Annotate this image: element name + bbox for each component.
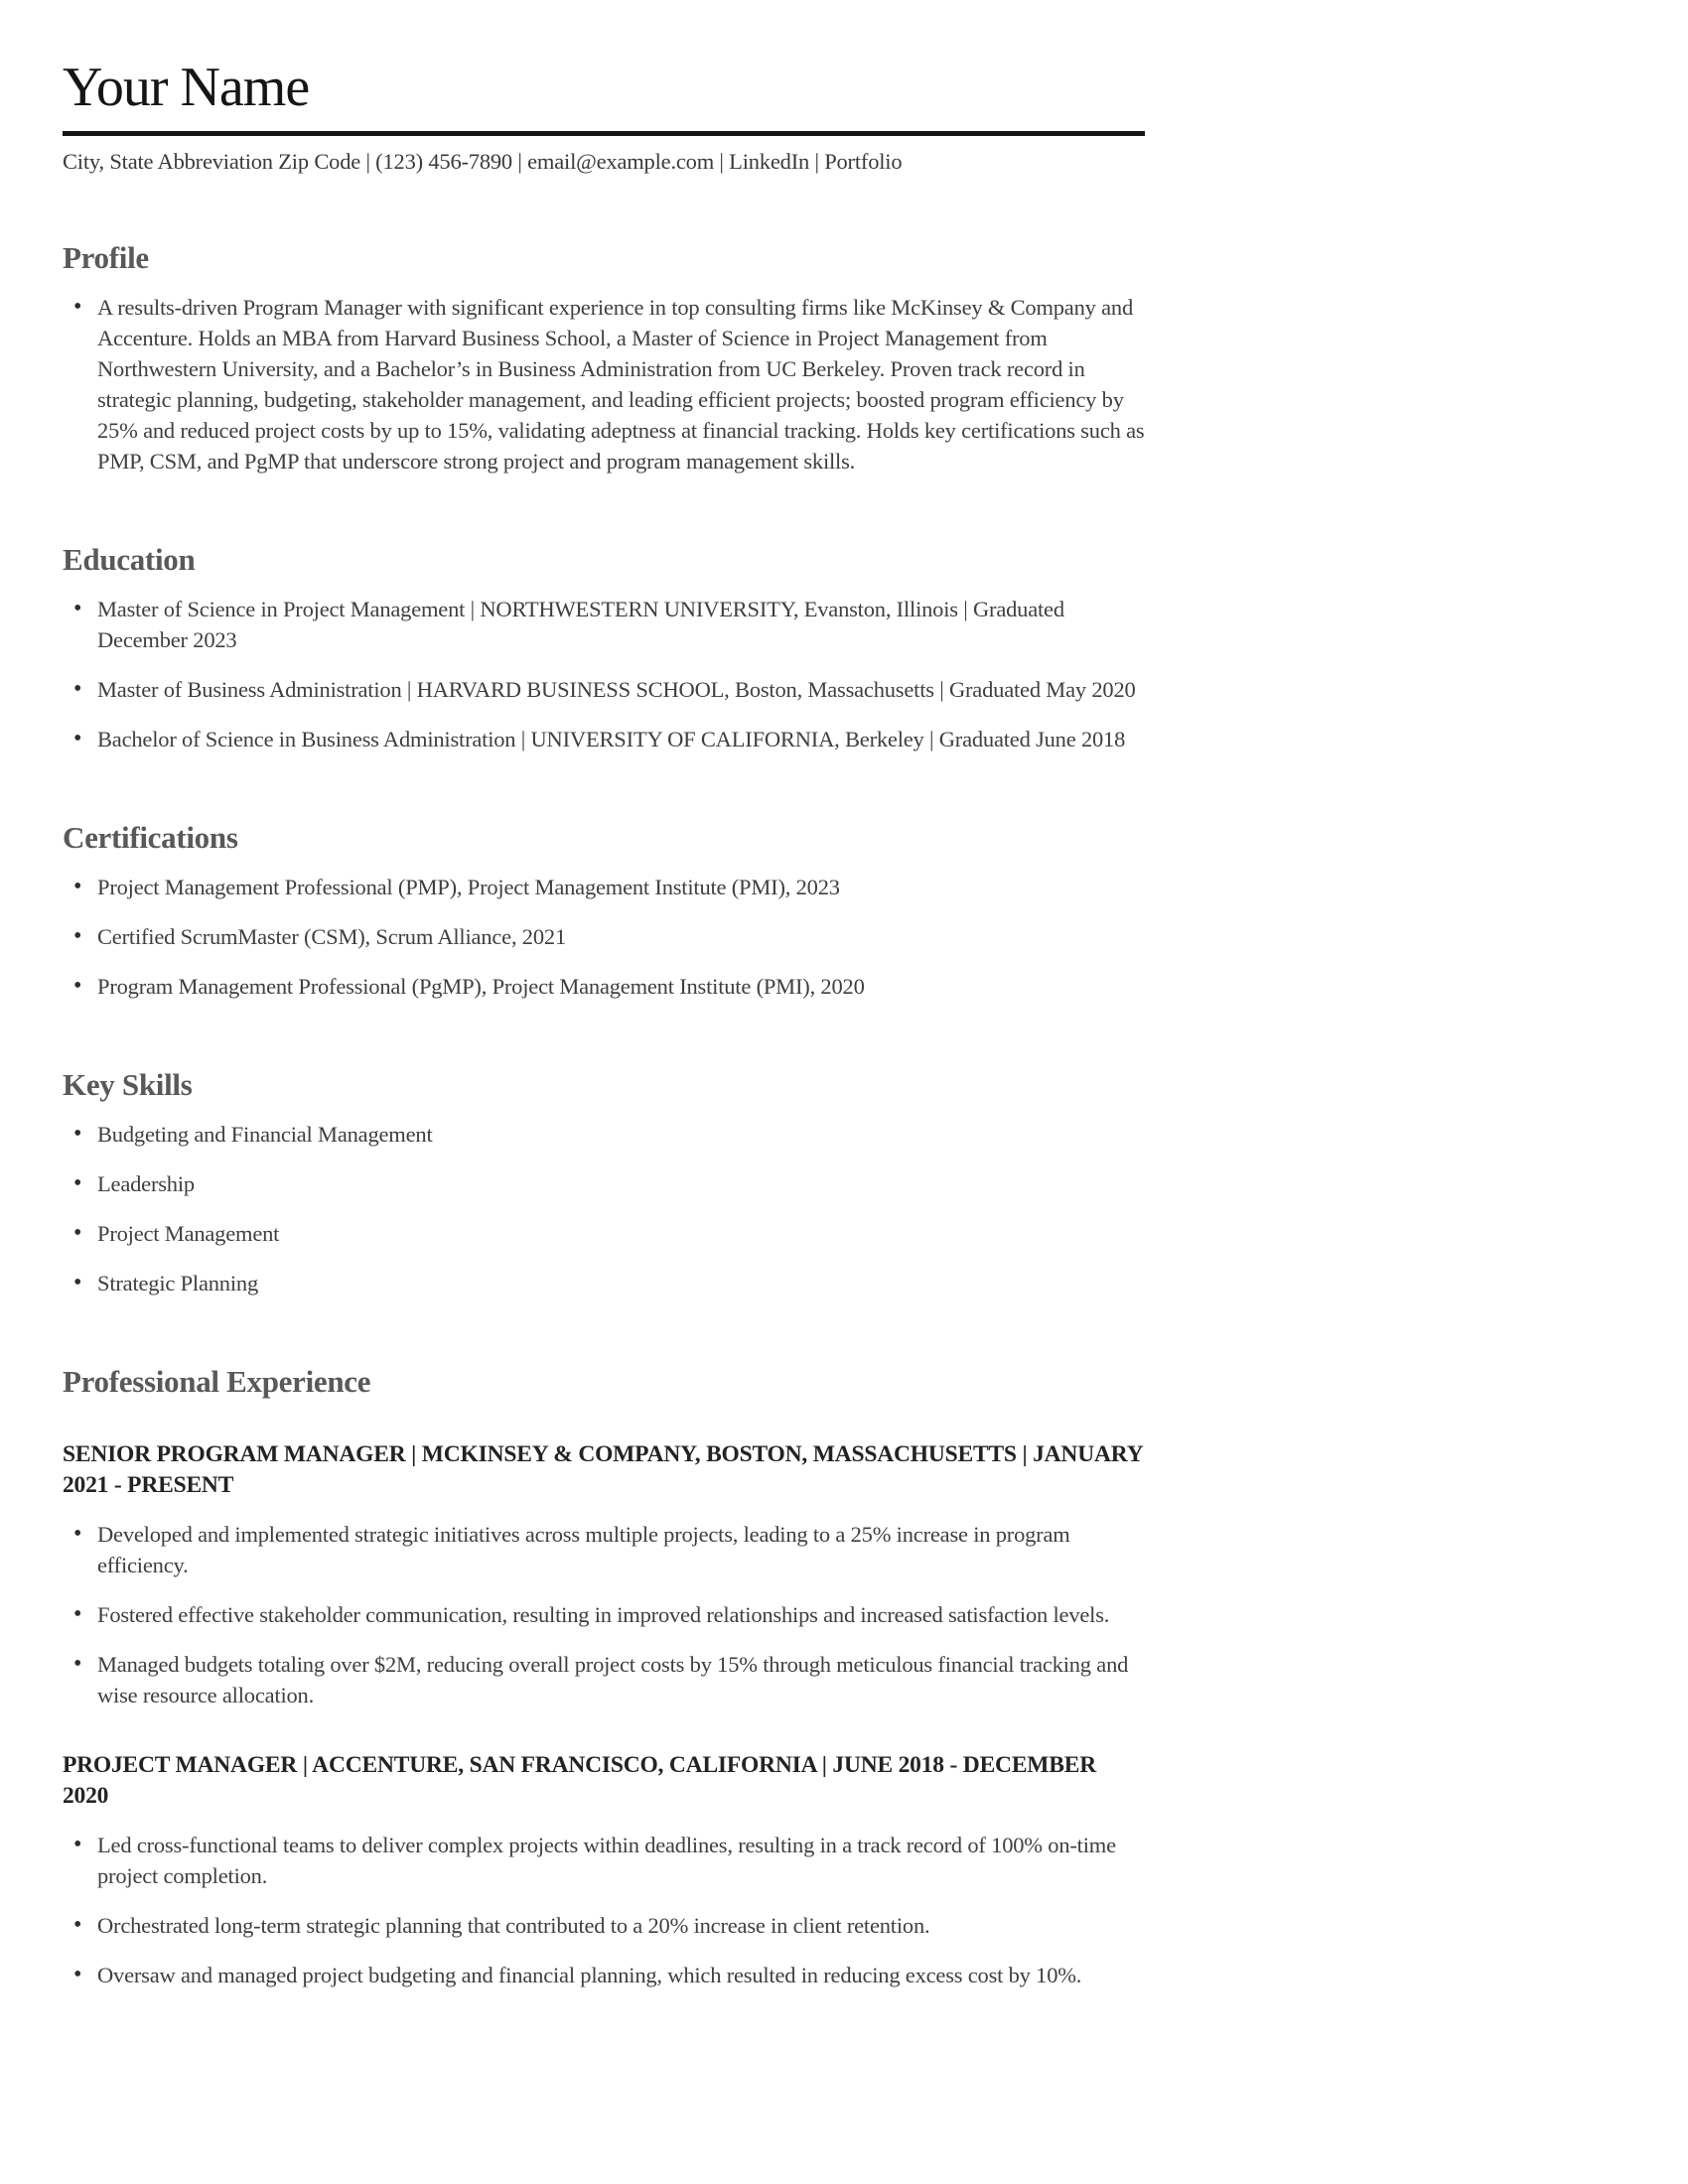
list-item: • Strategic Planning xyxy=(63,1268,1145,1298)
list-item: • Developed and implemented strategic initiatives across multiple projects, leading to a 25% increase in program efficiency. xyxy=(63,1519,1145,1580)
list-item: • Master of Business Administration | HARVARD BUSINESS SCHOOL, Boston, Massachusetts | Graduated May 2020 xyxy=(63,674,1145,705)
job-title: SENIOR PROGRAM MANAGER | MCKINSEY & COMPANY, BOSTON, MASSACHUSETTS | JANUARY 2021 - PRESENT xyxy=(63,1440,1143,1498)
list-item: • Master of Science in Project Management | NORTHWESTERN UNIVERSITY, Evanston, Illinois | Graduated December 2023 xyxy=(63,594,1145,655)
list-item: • Oversaw and managed project budgeting and financial planning, which resulted in reducing excess cost by 10%. xyxy=(63,1960,1145,1990)
list-item: • Leadership xyxy=(63,1168,1145,1199)
job-bullet-list xyxy=(63,1830,1145,1990)
list-item: • Project Management xyxy=(63,1218,1145,1249)
job-entry xyxy=(63,1439,1145,1710)
header-divider xyxy=(63,131,1145,136)
job-title: PROJECT MANAGER | ACCENTURE, SAN FRANCISCO, CALIFORNIA | JUNE 2018 - DECEMBER 2020 xyxy=(63,1751,1096,1809)
section-key-skills xyxy=(63,1067,1145,1298)
section-education xyxy=(63,542,1145,754)
job-entry xyxy=(63,1750,1145,1990)
resume-page xyxy=(63,0,1145,2009)
list-item: • Orchestrated long-term strategic planning that contributed to a 20% increase in client retention. xyxy=(63,1910,1145,1941)
page-title: Your Name xyxy=(63,57,310,118)
list-item: • Managed budgets totaling over $2M, reducing overall project costs by 15% through meticulous financial tracking and wise resource allocation. xyxy=(63,1649,1145,1710)
section-profile xyxy=(63,240,1145,477)
job-bullet-list xyxy=(63,1519,1145,1710)
list-item: • Certified ScrumMaster (CSM), Scrum Alliance, 2021 xyxy=(63,921,1145,952)
section-certifications xyxy=(63,820,1145,1002)
section-experience xyxy=(63,1364,1145,1990)
list-item: • Budgeting and Financial Management xyxy=(63,1119,1145,1150)
key-skills-list xyxy=(63,1119,1145,1298)
profile-heading: Profile xyxy=(63,239,149,275)
list-item: • A results-driven Program Manager with significant experience in top consulting firms like McKinsey & Company and Accenture. Holds an MBA from Harvard Business School, a Master of Science in Project Management from Northwestern University, and a Bachelor’s in Business Administration from UC Berkeley. Proven track record in strategic planning, budgeting, stakeholder management, and leading efficient projects; boosted program efficiency by 25% and reduced project costs by up to 15%, validating adeptness at financial tracking. Holds key certifications such as PMP, CSM, and PgMP that underscore strong project and program management skills. xyxy=(63,292,1145,477)
list-item: • Led cross-functional teams to deliver complex projects within deadlines, resulting in a track record of 100% on-time project completion. xyxy=(63,1830,1145,1891)
list-item: • Project Management Professional (PMP), Project Management Institute (PMI), 2023 xyxy=(63,872,1145,902)
list-item: • Bachelor of Science in Business Administration | UNIVERSITY OF CALIFORNIA, Berkeley | Graduated June 2018 xyxy=(63,724,1145,754)
certifications-heading: Certifications xyxy=(63,819,238,855)
certifications-list xyxy=(63,872,1145,1002)
education-list xyxy=(63,594,1145,754)
contact-line: City, State Abbreviation Zip Code | (123) 456-7890 | email@example.com | LinkedIn | Portfolio xyxy=(63,148,903,174)
key-skills-heading: Key Skills xyxy=(63,1066,193,1102)
experience-heading: Professional Experience xyxy=(63,1363,371,1399)
list-item: • Program Management Professional (PgMP), Project Management Institute (PMI), 2020 xyxy=(63,971,1145,1002)
education-heading: Education xyxy=(63,541,196,577)
profile-list xyxy=(63,292,1145,477)
list-item: • Fostered effective stakeholder communication, resulting in improved relationships and increased satisfaction levels. xyxy=(63,1599,1145,1630)
